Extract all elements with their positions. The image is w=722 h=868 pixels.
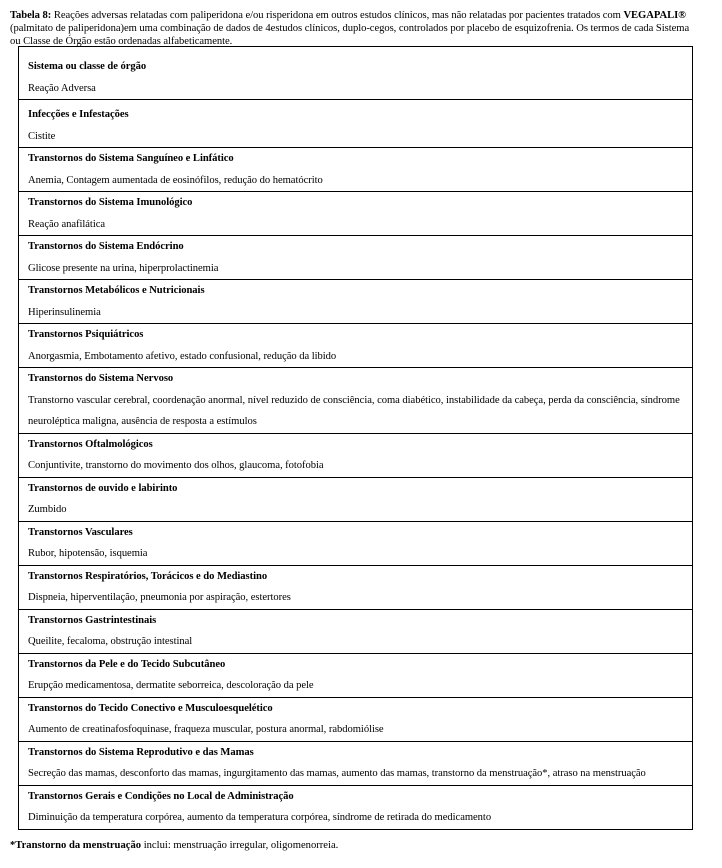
system-class-title: Transtornos do Sistema Reprodutivo e das Mamas: [28, 746, 254, 758]
adverse-reactions-list: Aumento de creatinafosfoquinase, fraqueza muscular, postura anormal, rabdomiólise: [28, 724, 384, 735]
table-cell: [19, 565, 693, 609]
system-class-title: Transtornos Gerais e Condições no Local de Administração: [28, 790, 294, 802]
system-class-title: Transtornos Oftalmológicos: [28, 438, 153, 450]
adverse-reactions-list: Hiperinsulinemia: [28, 306, 101, 318]
adverse-reactions-list: Rubor, hipotensão, isquemia: [28, 548, 148, 559]
table-caption: [10, 9, 700, 48]
table-cell: [19, 148, 693, 192]
caption-brand: VEGAPALI®: [623, 10, 687, 21]
adverse-reactions-list: Anemia, Contagem aumentada de eosinófilos, redução do hematócrito: [28, 174, 323, 186]
table-cell: [19, 785, 693, 829]
footnote: [10, 839, 710, 853]
caption-label: Tabela 8:: [10, 10, 52, 21]
table-row: [19, 521, 693, 565]
table-row: [19, 433, 693, 477]
table-cell: [19, 236, 693, 280]
adverse-reactions-list: Anorgasmia, Embotamento afetivo, estado confusional, redução da libido: [28, 350, 337, 362]
system-class-title: Infecções e Infestações: [28, 109, 129, 120]
table-header-row: [19, 47, 693, 100]
header-system-class: Sistema ou classe de órgão: [28, 61, 147, 72]
table-row: [19, 368, 693, 434]
adverse-reactions-list: Glicose presente na urina, hiperprolactinemia: [28, 262, 219, 274]
adverse-reactions-list: Reação anafilática: [28, 218, 106, 230]
table-row: [19, 741, 693, 785]
table-cell: [19, 697, 693, 741]
adverse-reactions-list: Conjuntivite, transtorno do movimento dos olhos, glaucoma, fotofobia: [28, 460, 324, 471]
system-class-title: Transtornos Psiquiátricos: [28, 329, 144, 340]
system-class-title: Transtornos da Pele e do Tecido Subcutâneo: [28, 658, 226, 670]
table-row: [19, 653, 693, 697]
system-class-title: Transtornos Vasculares: [28, 526, 133, 538]
header-adverse-reaction: Reação Adversa: [28, 82, 96, 94]
footnote-term: *Transtorno da menstruação: [10, 840, 142, 851]
adverse-reactions-list: Zumbido: [28, 504, 67, 515]
caption-text-2: (palmitato de paliperidona)em uma combinação de dados de 4estudos clínicos, duplo-cegos, controlados por placebo de esquizofrenia. Os termos de cada Sistema ou Classe de Órgão estão ordenadas alfabeticamente.: [10, 23, 690, 47]
table-cell: [19, 609, 693, 653]
adverse-reactions-list: Transtorno vascular cerebral, coordenação anormal, nível reduzido de consciência, coma diabético, instabilidade da cabeça, perda da consciência, síndrome neuroléptica maligna, ausência de resposta a estímulos: [28, 394, 680, 427]
table-row: [19, 192, 693, 236]
table-row: [19, 100, 693, 148]
table-cell: [19, 324, 693, 368]
system-class-title: Transtornos do Sistema Endócrino: [28, 241, 184, 252]
table-cell: [19, 368, 693, 434]
system-class-title: Transtornos do Sistema Sanguíneo e Linfático: [28, 153, 234, 164]
table-cell: [19, 100, 693, 148]
table-cell: [19, 653, 693, 697]
caption-text-1: Reações adversas relatadas com paliperidona e/ou risperidona em outros estudos clínicos, mas não relatadas por pacientes tratados com: [51, 10, 624, 21]
adverse-reactions-list: Dispneia, hiperventilação, pneumonia por aspiração, estertores: [28, 592, 291, 603]
adverse-reactions-list: Erupção medicamentosa, dermatite seborreica, descoloração da pele: [28, 680, 314, 691]
footnote-text: inclui: menstruação irregular, oligomenorreia.: [141, 840, 339, 851]
table-cell: [19, 521, 693, 565]
system-class-title: Transtornos Metabólicos e Nutricionais: [28, 285, 205, 296]
system-class-title: Transtornos de ouvido e labirinto: [28, 482, 178, 494]
adverse-reactions-list: Cistite: [28, 130, 56, 142]
table-cell: [19, 280, 693, 324]
table-cell: [19, 433, 693, 477]
table-cell: [19, 741, 693, 785]
table-cell: [19, 192, 693, 236]
system-class-title: Transtornos do Sistema Nervoso: [28, 373, 174, 384]
table-header-cell: [19, 47, 693, 100]
table-row: [19, 148, 693, 192]
system-class-title: Transtornos Gastrintestinais: [28, 614, 157, 626]
system-class-title: Transtornos Respiratórios, Torácicos e do Mediastino: [28, 570, 268, 582]
table-row: [19, 565, 693, 609]
system-class-title: Transtornos do Tecido Conectivo e Musculoesquelético: [28, 702, 273, 714]
table-row: [19, 324, 693, 368]
table-cell: [19, 477, 693, 521]
table-row: [19, 697, 693, 741]
table-row: [19, 609, 693, 653]
system-class-title: Transtornos do Sistema Imunológico: [28, 197, 193, 208]
adverse-reactions-list: Secreção das mamas, desconforto das mamas, ingurgitamento das mamas, aumento das mamas, transtorno da menstruação*, atraso na menstruação: [28, 768, 646, 779]
table-row: [19, 477, 693, 521]
adverse-reactions-table: [18, 46, 693, 830]
table-row: [19, 236, 693, 280]
table-body: [19, 47, 693, 830]
adverse-reactions-list: Diminuição da temperatura corpórea, aumento da temperatura corpórea, síndrome de retirada do medicamento: [28, 812, 492, 823]
table-row: [19, 280, 693, 324]
adverse-reactions-list: Queilite, fecaloma, obstrução intestinal: [28, 636, 193, 647]
table-row: [19, 785, 693, 829]
